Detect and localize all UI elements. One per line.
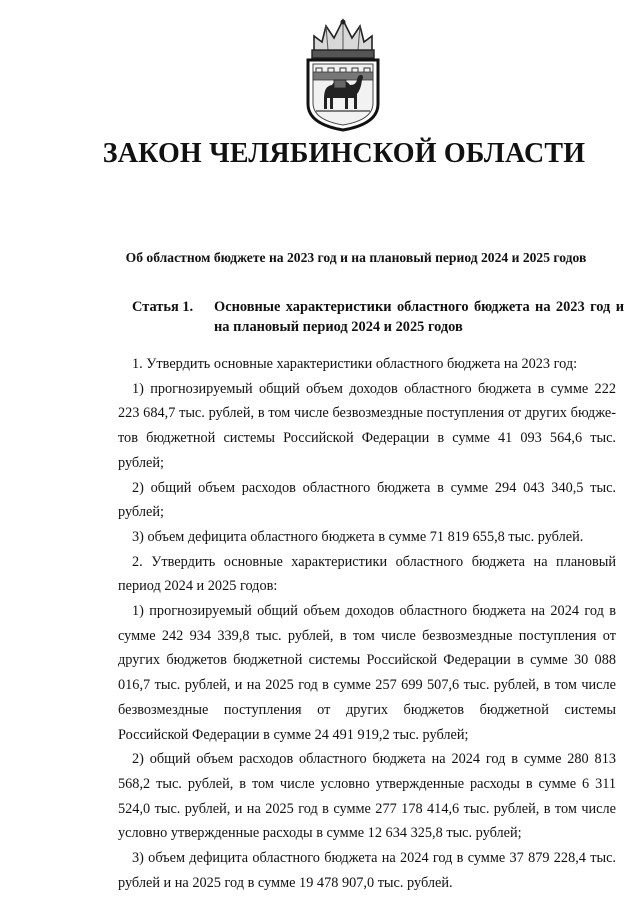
paragraph: 1. Утвердить основные характеристики областного бюджета на 2023 год: [132,356,578,372]
law-title: ЗАКОН ЧЕЛЯБИНСКОЙ ОБЛАСТИ [102,138,586,169]
paragraph: 1) прогнозируемый общий объем доходов областного бюджета в сумме 222 223 684,7 тыс. рублей, в том числе безвозмездные поступления от других бюджетов бюджетной системы Российской Федерации в сумме 41 093 564,6 тыс. рублей; [118,380,616,471]
paragraph: 2) общий объем расходов областного бюджета в сумме 294 043 340,5 тыс. рублей; [118,479,616,521]
paragraph: 3) объем дефицита областного бюджета на 2024 год в сумме 37 879 228,4 тыс. рублей и на 2025 год в сумме 19 478 907,0 тыс. рублей. [118,850,616,891]
article-title: Основные характеристики областного бюджета на 2023 год и на плановый период 2024 и 2025 годов [214,299,624,335]
article-body [118,352,616,895]
paragraph: 3) объем дефицита областного бюджета в сумме 71 819 655,8 тыс. рублей. [132,528,584,545]
paragraph: 2. Утвердить основные характеристики областного бюджета на плановый период 2024 и 2025 годов: [118,553,616,595]
paragraph: 2) общий объем расходов областного бюджета на 2024 год в сумме 280 813 568,2 тыс. рублей, в том числе условно утвержденные расходы в сумме 6 311 524,0 тыс. рублей, и на 2025 год в сумме 277 178 414,6 тыс. рублей, в том числе условно утвержденные расходы в сумме 12 634 325,8 тыс. рублей; [118,751,616,842]
chelyabinsk-coat-of-arms-icon [300,14,386,132]
paragraph: 1) прогнозируемый общий объем доходов областного бюджета на 2024 год в сумме 242 934 339,8 тыс. рублей, в том числе безвозмездные поступления от других бюджетов бюджетной системы Российской Федерации в сумме 30 088 016,7 тыс. рублей, и на 2025 год в сумме 257 699 507,6 тыс. рублей, в том числе безвозмездные поступления от других бюджетов бюджетной системы Российской Федерации в сумме 24 491 919,2 тыс. рублей; [118,603,616,743]
article-number: Статья 1. [132,299,194,315]
law-subtitle: Об областном бюджете на 2023 год и на плановый период 2024 и 2025 годов [125,250,587,265]
